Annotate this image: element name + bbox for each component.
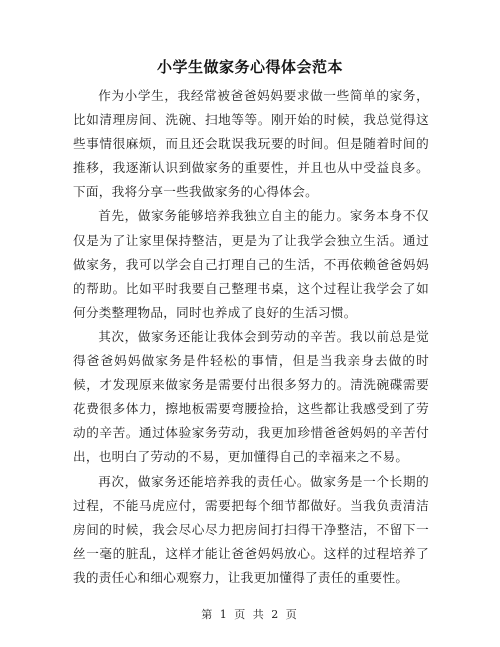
- paragraph-second: 其次，做家务还能让我体会到劳动的辛苦。我以前总是觉得爸爸妈妈做家务是件轻松的事情，但是当我亲身去做的时候，才发现原来做家务是需要付出很多努力的。清洗碗碟需要花费很多体力，擦地板需要弯腰捡拾，这些都让我感受到了劳动的辛苦。通过体验家务劳动，我更加珍惜爸爸妈妈的辛苦付出，也明白了劳动的不易，更加懂得自己的幸福来之不易。: [73, 328, 429, 465]
- paragraph-first: 首先，做家务能够培养我独立自主的能力。家务本身不仅仅是为了让家里保持整洁，更是为了让我学会独立生活。通过做家务，我可以学会自己打理自己的生活，不再依赖爸爸妈妈的帮助。比如平时我要自己整理书桌，这个过程让我学会了如何分类整理物品，同时也养成了良好的生活习惯。: [73, 208, 429, 320]
- paragraph-third: 再次，做家务还能培养我的责任心。做家务是一个长期的过程，不能马虎应付，需要把每个细节都做好。当我负责清洁房间的时候，我会尽心尽力把房间打扫得干净整洁，不留下一丝一毫的脏乱，这样才能让爸爸妈妈放心。这样的过程培养了我的责任心和细心观察力，让我更加懂得了责任的重要性。: [73, 473, 429, 585]
- document-body: [73, 84, 429, 590]
- document-title: 小学生做家务心得体会范本: [156, 58, 343, 76]
- paragraph-intro: 作为小学生，我经常被爸爸妈妈要求做一些简单的家务，比如清理房间、洗碗、扫地等等。刚开始的时候，我总觉得这些事情很麻烦，而且还会耽误我玩要的时间。但是随着时间的推移，我逐渐认识到做家务的重要性，并且也从中受益良多。下面，我将分享一些我做家务的心得体会。: [73, 88, 429, 200]
- page-number-footer: 第 1 页 共 2 页: [201, 608, 299, 621]
